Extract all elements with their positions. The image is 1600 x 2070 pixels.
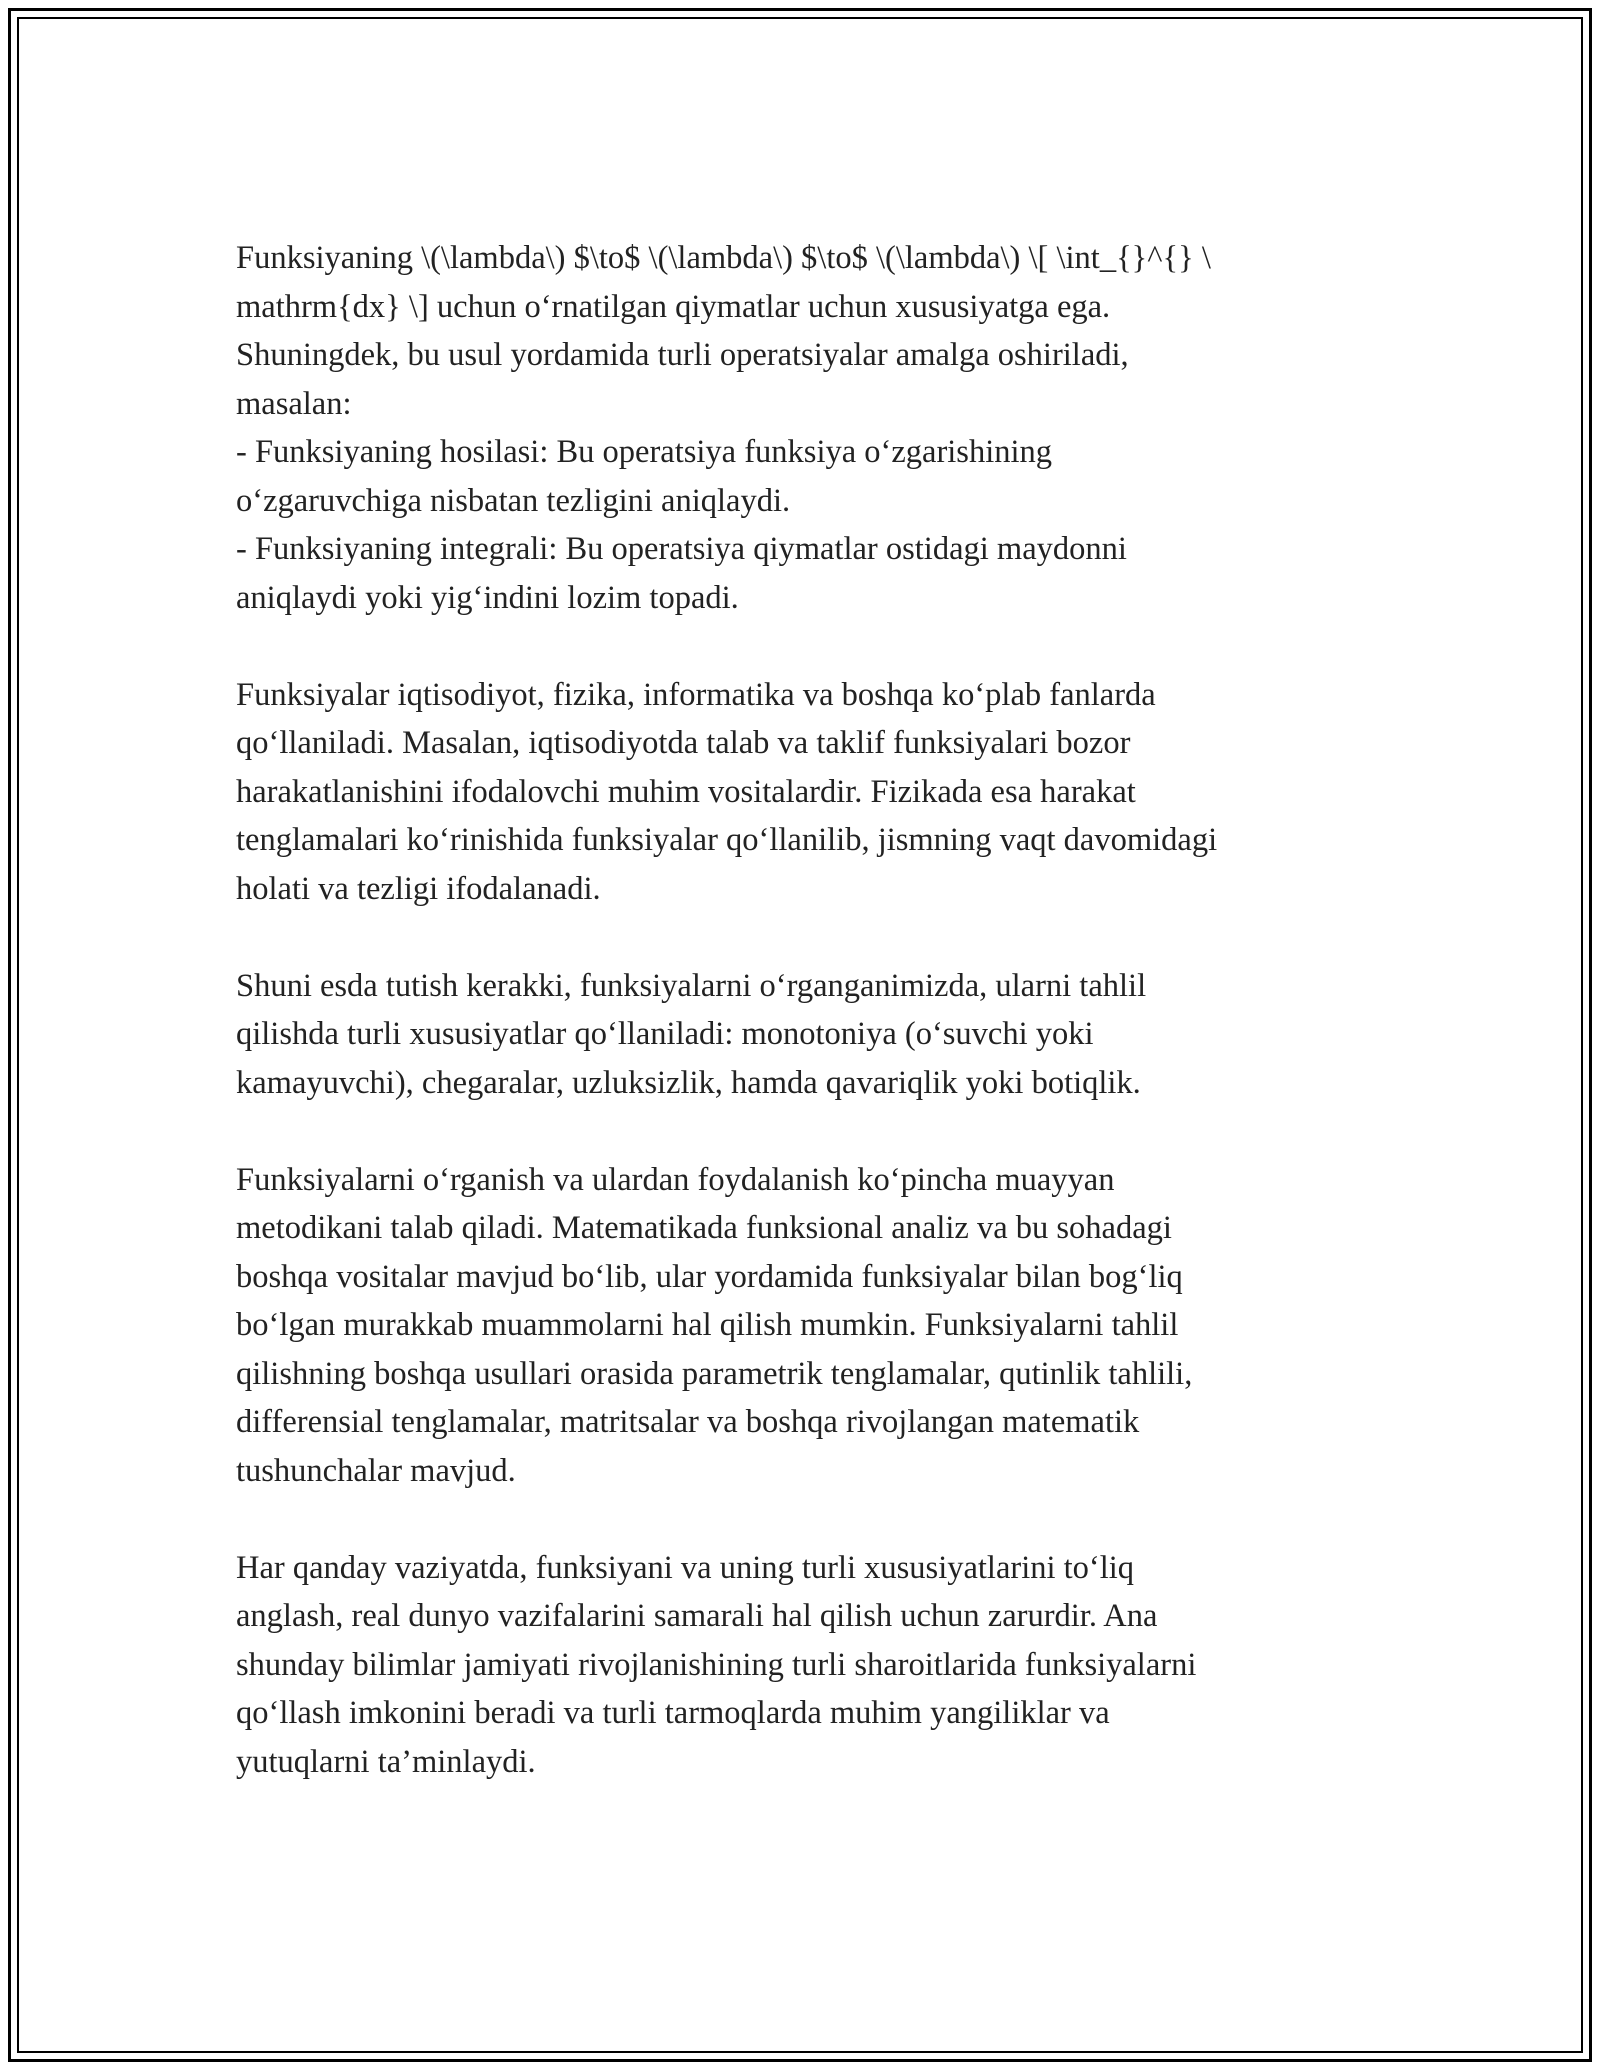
text-line: bo‘lgan murakkab muammolarni hal qilish mumkin. Funksiyalarni tahlil xyxy=(236,1307,1179,1343)
text-line: yutuqlarni ta’minlaydi. xyxy=(236,1743,536,1780)
paragraph-conclusion xyxy=(236,1544,1346,1787)
text-line: boshqa vositalar mavjud bo‘lib, ular yordamida funksiyalar bilan bog‘liq xyxy=(236,1258,1183,1295)
text-line: Shuni esda tutish kerakki, funksiyalarni o‘rganganimizda, ularni tahlil xyxy=(236,967,1147,1004)
text-line: shunday bilimlar jamiyati rivojlanishining turli sharoitlarida funksiyalarni xyxy=(236,1646,1197,1683)
paragraph-properties xyxy=(236,962,1346,1108)
text-line: aniqlaydi yoki yig‘indini lozim topadi. xyxy=(236,579,739,616)
text-line: qilishda turli xususiyatlar qo‘llaniladi: monotoniya (o‘suvchi yoki xyxy=(236,1016,1094,1052)
list-item-derivative: - Funksiyaning hosilasi: Bu operatsiya funksiya o‘zgarishining xyxy=(236,434,1053,470)
text-line: holati va tezligi ifodalanadi. xyxy=(236,870,601,907)
text-line: metodikani talab qiladi. Matematikada funksional analiz va bu sohadagi xyxy=(236,1210,1172,1246)
text-line: Funksiyaning \(\lambda\) $\to$ \(\lambda\) $\to$ \(\lambda\) \[ \int_{}^{} \ xyxy=(236,240,1211,276)
text-line: mathrm{dx} \] uchun o‘rnatilgan qiymatlar uchun xususiyatga ega. xyxy=(236,288,1111,325)
text-line: Har qanday vaziyatda, funksiyani va uning turli xususiyatlarini to‘liq xyxy=(236,1549,1135,1586)
paragraph-applications xyxy=(236,671,1346,914)
text-line: differensial tenglamalar, matritsalar va boshqa rivojlangan matematik xyxy=(236,1404,1140,1440)
text-line: qo‘llash imkonini beradi va turli tarmoqlarda muhim yangiliklar va xyxy=(236,1695,1110,1731)
document-body xyxy=(236,234,1346,1786)
text-line: tenglamalari ko‘rinishida funksiyalar qo‘llanilib, jismning vaqt davomidagi xyxy=(236,822,1218,858)
text-line: o‘zgaruvchiga nisbatan tezligini aniqlaydi. xyxy=(236,482,791,519)
text-line: masalan: xyxy=(236,385,352,422)
text-line: harakatlanishini ifodalovchi muhim vositalardir. Fizikada esa harakat xyxy=(236,773,1136,810)
text-line: Funksiyalar iqtisodiyot, fizika, informatika va boshqa ko‘plab fanlarda xyxy=(236,676,1156,713)
text-line: tushunchalar mavjud. xyxy=(236,1452,516,1489)
text-line: qilishning boshqa usullari orasida parametrik tenglamalar, qutinlik tahlili, xyxy=(236,1355,1193,1392)
text-line: kamayuvchi), chegaralar, uzluksizlik, hamda qavariqlik yoki botiqlik. xyxy=(236,1064,1141,1101)
paragraph-function-operations xyxy=(236,234,1346,622)
text-line: Funksiyalarni o‘rganish va ulardan foydalanish ko‘pincha muayyan xyxy=(236,1161,1115,1198)
text-line: anglash, real dunyo vazifalarini samarali hal qilish uchun zarurdir. Ana xyxy=(236,1598,1158,1634)
list-item-integral: - Funksiyaning integrali: Bu operatsiya qiymatlar ostidagi maydonni xyxy=(236,531,1127,567)
paragraph-methodology xyxy=(236,1156,1346,1496)
text-line: qo‘llaniladi. Masalan, iqtisodiyotda talab va taklif funksiyalari bozor xyxy=(236,725,1131,761)
text-line: Shuningdek, bu usul yordamida turli operatsiyalar amalga oshiriladi, xyxy=(236,337,1129,373)
